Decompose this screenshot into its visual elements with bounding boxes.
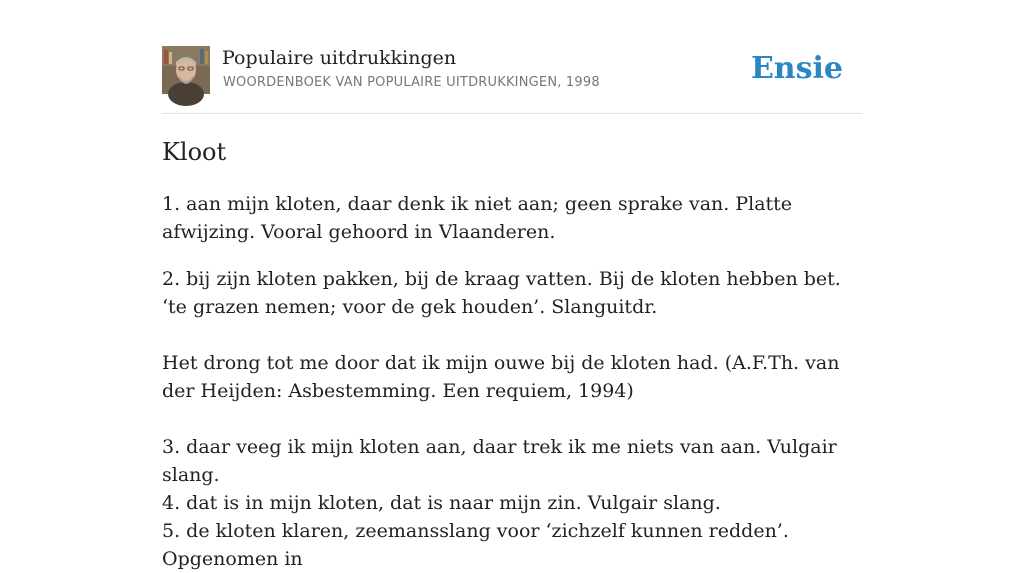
author-avatar[interactable]: [162, 46, 210, 94]
definition-paragraph: 2. bij zijn kloten pakken, bij de kraag vatten. Bij de kloten hebben bet. ‘te grazen nemen; voor de gek houden’. Slanguitdr.: [162, 268, 841, 318]
entry-title: Kloot: [162, 138, 227, 166]
definition-paragraph: 4. dat is in mijn kloten, dat is naar mijn zin. Vulgair slang.: [162, 492, 721, 514]
entry-content: [162, 136, 862, 573]
author-portrait-icon: [162, 46, 210, 94]
source-title[interactable]: Populaire uitdrukkingen: [222, 47, 457, 69]
definition-paragraph: 3. daar veeg ik mijn kloten aan, daar trek ik me niets van aan. Vulgair slang.: [162, 436, 837, 486]
definition-paragraph: 5. de kloten klaren, zeemansslang voor ‘zichzelf kunnen redden’. Opgenomen in: [162, 520, 789, 570]
source-header: [162, 46, 862, 114]
quotation-paragraph: Het drong tot me door dat ik mijn ouwe bij de kloten had. (A.F.Th. van der Heijden: Asbestemming. Een requiem, 1994): [162, 352, 840, 402]
ensie-logo-link[interactable]: Ensie: [750, 51, 843, 86]
definition-paragraph: 1. aan mijn kloten, daar denk ik niet aan; geen sprake van. Platte afwijzing. Vooral gehoord in Vlaanderen.: [162, 193, 793, 243]
source-subtitle: WOORDENBOEK VAN POPULAIRE UITDRUKKINGEN, 1998: [223, 75, 600, 90]
